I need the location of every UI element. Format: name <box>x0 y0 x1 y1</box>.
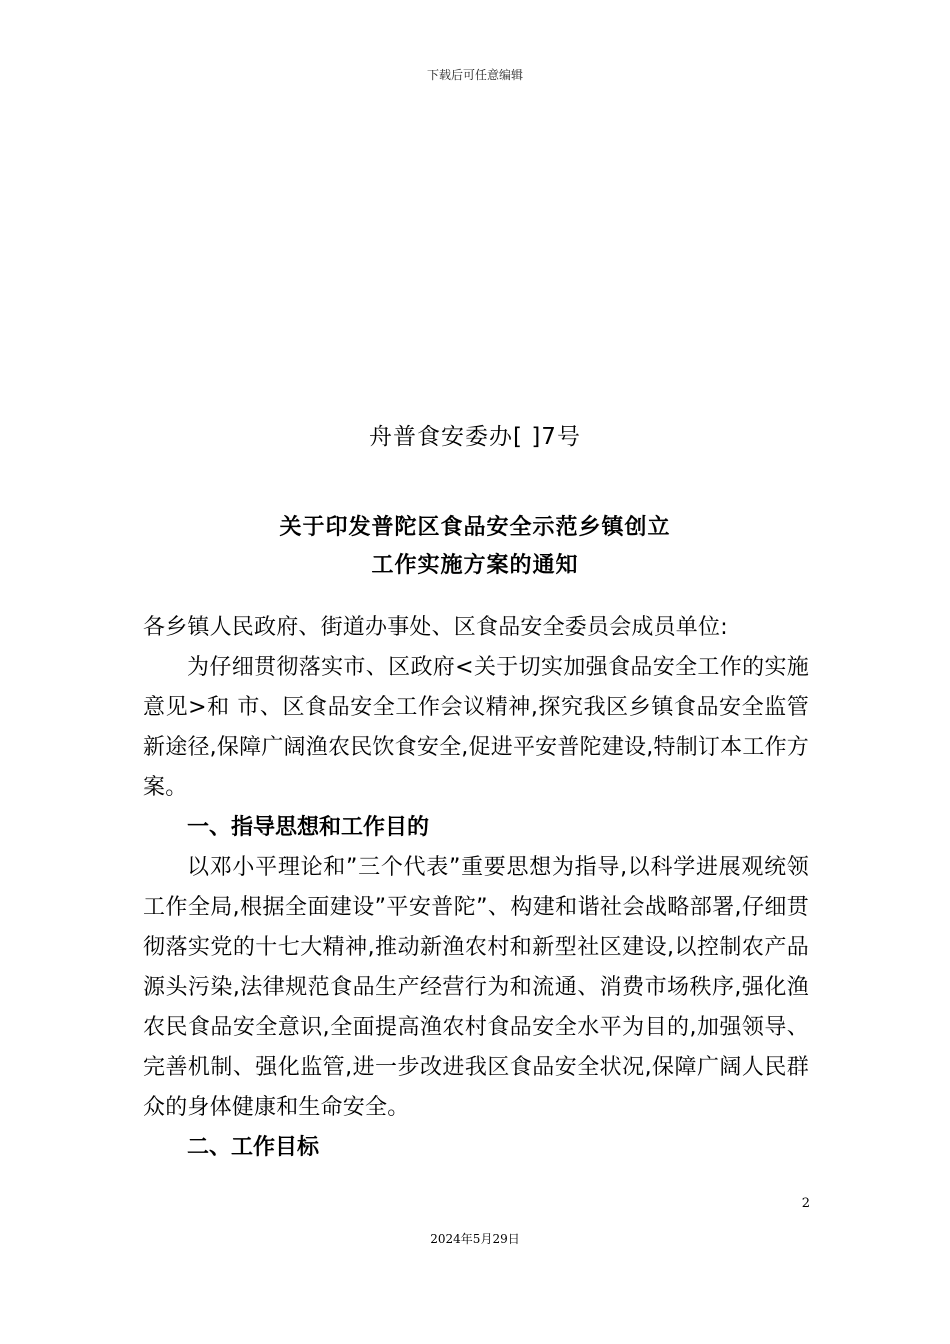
document-body <box>143 608 809 1168</box>
footer-date: 2024年5月29日 <box>430 1232 520 1246</box>
section-heading-1: 一、指导思想和工作目的 <box>187 815 430 840</box>
header-note: 下载后可任意编辑 <box>426 68 523 82</box>
salutation: 各乡镇人民政府、街道办事处、区食品安全委员会成员单位: <box>143 615 728 640</box>
page-number: 2 <box>801 1196 810 1211</box>
section-heading-2: 二、工作目标 <box>187 1135 320 1160</box>
document-title-line-1: 关于印发普陀区食品安全示范乡镇创立 <box>279 515 671 540</box>
paragraph-guiding-thought: 以邓小平理论和”三个代表”重要思想为指导,以科学进展观统领工作全局,根据全面建设”平安普陀”、构建和谐社会战略部署,仔细贯彻落实党的十七大精神,推动新渔农村和新型社区建设,以控制农产品源头污染,法律规范食品生产经营行为和流通、消费市场秩序,强化渔农民食品安全意识,全面提高渔农村食品安全水平为目的,加强领导、完善机制、强化监管,进一步改进我区食品安全状况,保障广阔人民群众的身体健康和生命安全。 <box>143 855 809 1120</box>
paragraph-intro: 为仔细贯彻落实市、区政府<关于切实加强食品安全工作的实施意见>和 市、区食品安全工作会议精神,探究我区乡镇食品安全监管新途径,保障广阔渔农民饮食安全,促进平安普陀建设,特制订本工作方案。 <box>143 655 809 800</box>
document-title-line-2: 工作实施方案的通知 <box>371 553 579 578</box>
document-number: 舟普食安委办[ ]7号 <box>369 424 581 450</box>
